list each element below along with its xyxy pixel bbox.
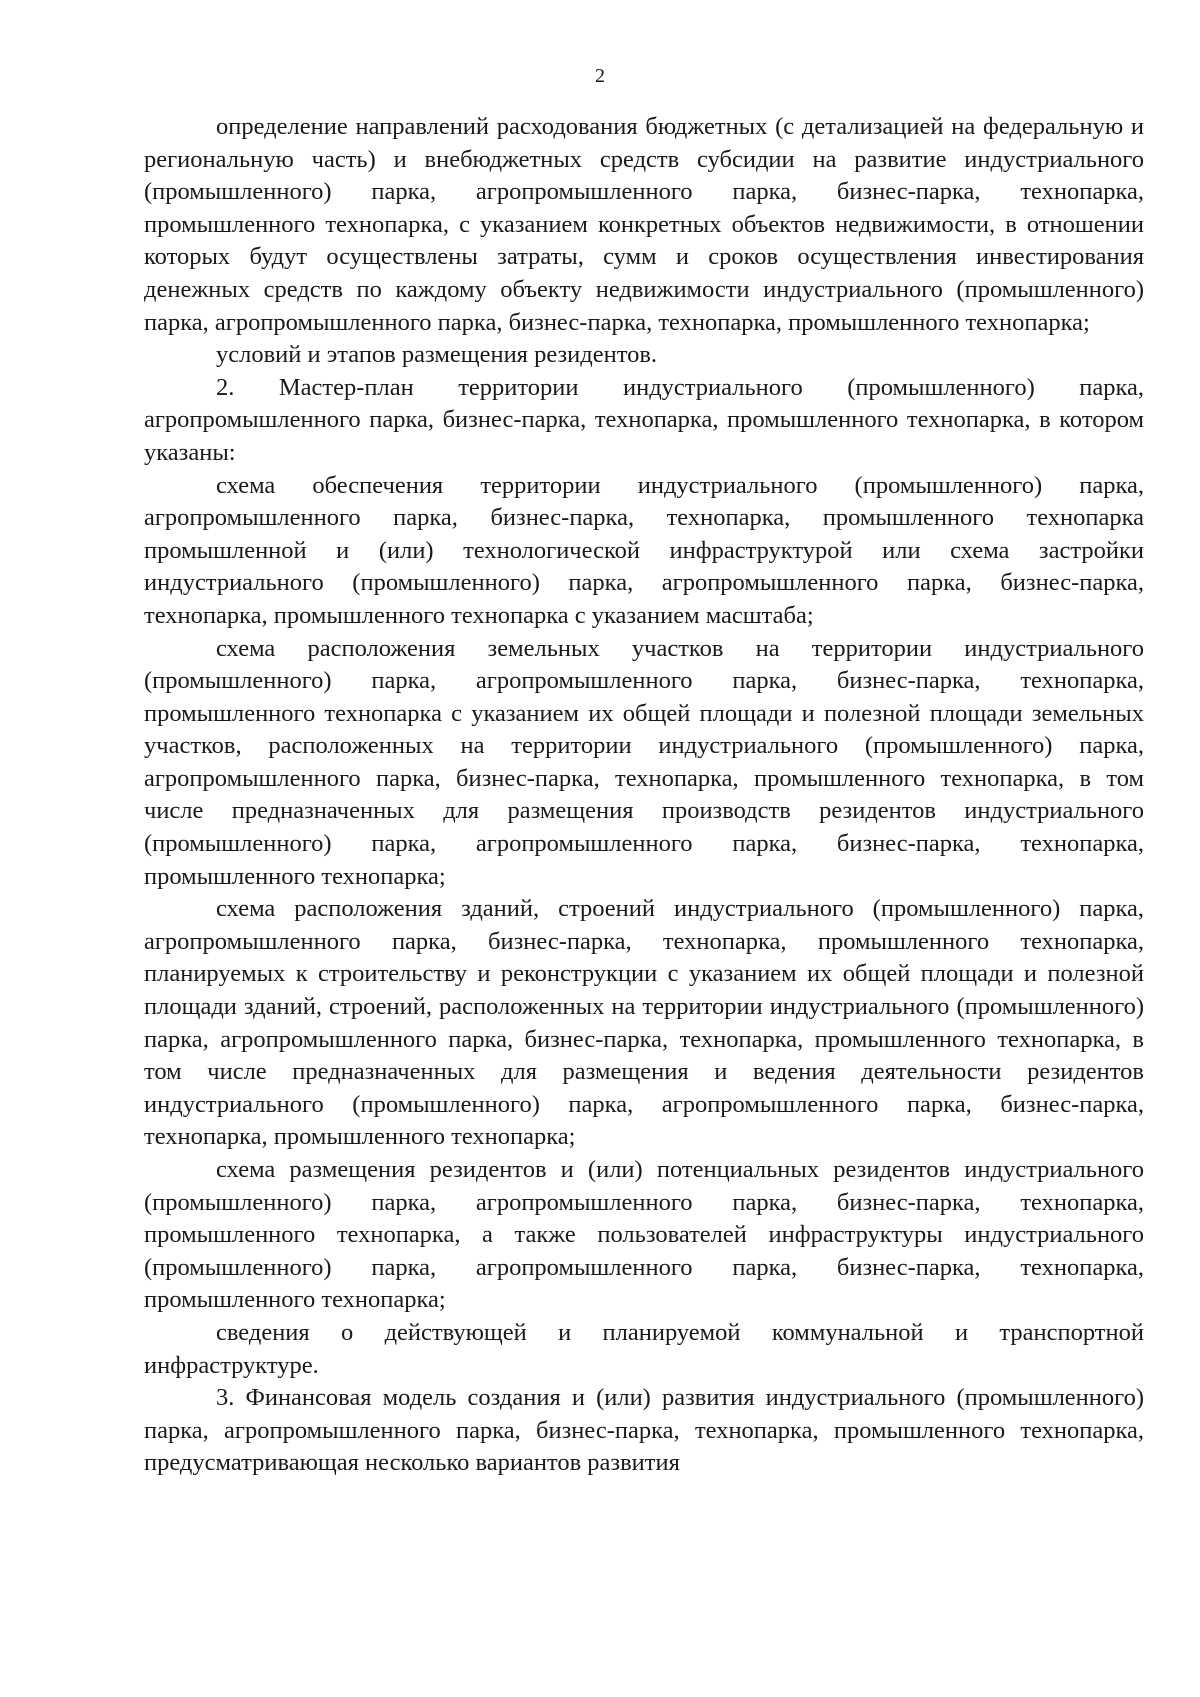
paragraph-residents-scheme: схема размещения резидентов и (или) потенциальных резидентов индустриального (промышленного) парка, агропромышленного парка, бизнес-парка, технопарка, промышленного технопарка, а также пользователей инфраструктуры индустриального (промышленного) парка, агропромышленного парка, бизнес-парка, технопарка, промышленного технопарка; <box>144 1156 1144 1314</box>
document-body <box>144 111 1144 1480</box>
paragraph-land-plots-scheme: схема расположения земельных участков на территории индустриального (промышленного) парка, агропромышленного парка, бизнес-парка, технопарка, промышленного технопарка с указанием их общей площади и полезной площади земельных участков, расположенных на территории индустриального (промышленного) парка, агропромышленного парка, бизнес-парка, технопарка, промышленного технопарка, в том числе предназначенных для размещения производств резидентов индустриального (промышленного) парка, агропромышленного парка, бизнес-парка, технопарка, промышленного технопарка; <box>144 634 1144 890</box>
paragraph-resident-placement-conditions: условий и этапов размещения резидентов. <box>216 341 658 369</box>
paragraph-infrastructure-scheme: схема обеспечения территории индустриального (промышленного) парка, агропромышленного парка, бизнес-парка, технопарка, промышленного технопарка промышленной и (или) технологической инфраструктурой или схема застройки индустриального (промышленного) парка, агропромышленного парка, бизнес-парка, технопарка, промышленного технопарка с указанием масштаба; <box>144 471 1144 629</box>
paragraph-budget-directions: определение направлений расходования бюджетных (с детализацией на федеральную и региональную часть) и внебюджетных средств субсидии на развитие индустриального (промышленного) парка, агропромышленного парка, бизнес-парка, технопарка, промышленного технопарка, с указанием конкретных объектов недвижимости, в отношении которых будут осуществлены затраты, сумм и сроков осуществления инвестирования денежных средств по каждому объекту недвижимости индустриального (промышленного) парка, агропромышленного парка, бизнес-парка, технопарка, промышленного технопарка; <box>144 113 1144 336</box>
paragraph-utility-infrastructure: сведения о действующей и планируемой коммунальной и транспортной инфраструктуре. <box>144 1318 1144 1379</box>
paragraph-buildings-scheme: схема расположения зданий, строений индустриального (промышленного) парка, агропромышленного парка, бизнес-парка, технопарка, промышленного технопарка, планируемых к строительству и реконструкции с указанием их общей площади и полезной площади зданий, строений, расположенных на территории индустриального (промышленного) парка, агропромышленного парка, бизнес-парка, технопарка, промышленного технопарка, в том числе предназначенных для размещения и ведения деятельности резидентов индустриального (промышленного) парка, агропромышленного парка, бизнес-парка, технопарка, промышленного технопарка; <box>144 895 1144 1151</box>
page-number: 2 <box>595 65 605 87</box>
paragraph-master-plan: 2. Мастер-план территории индустриального (промышленного) парка, агропромышленного парка, бизнес-парка, технопарка, промышленного технопарка, в котором указаны: <box>144 373 1144 466</box>
paragraph-financial-model: 3. Финансовая модель создания и (или) развития индустриального (промышленного) парка, агропромышленного парка, бизнес-парка, технопарка, промышленного технопарка, предусматривающая несколько вариантов развития <box>144 1384 1144 1477</box>
